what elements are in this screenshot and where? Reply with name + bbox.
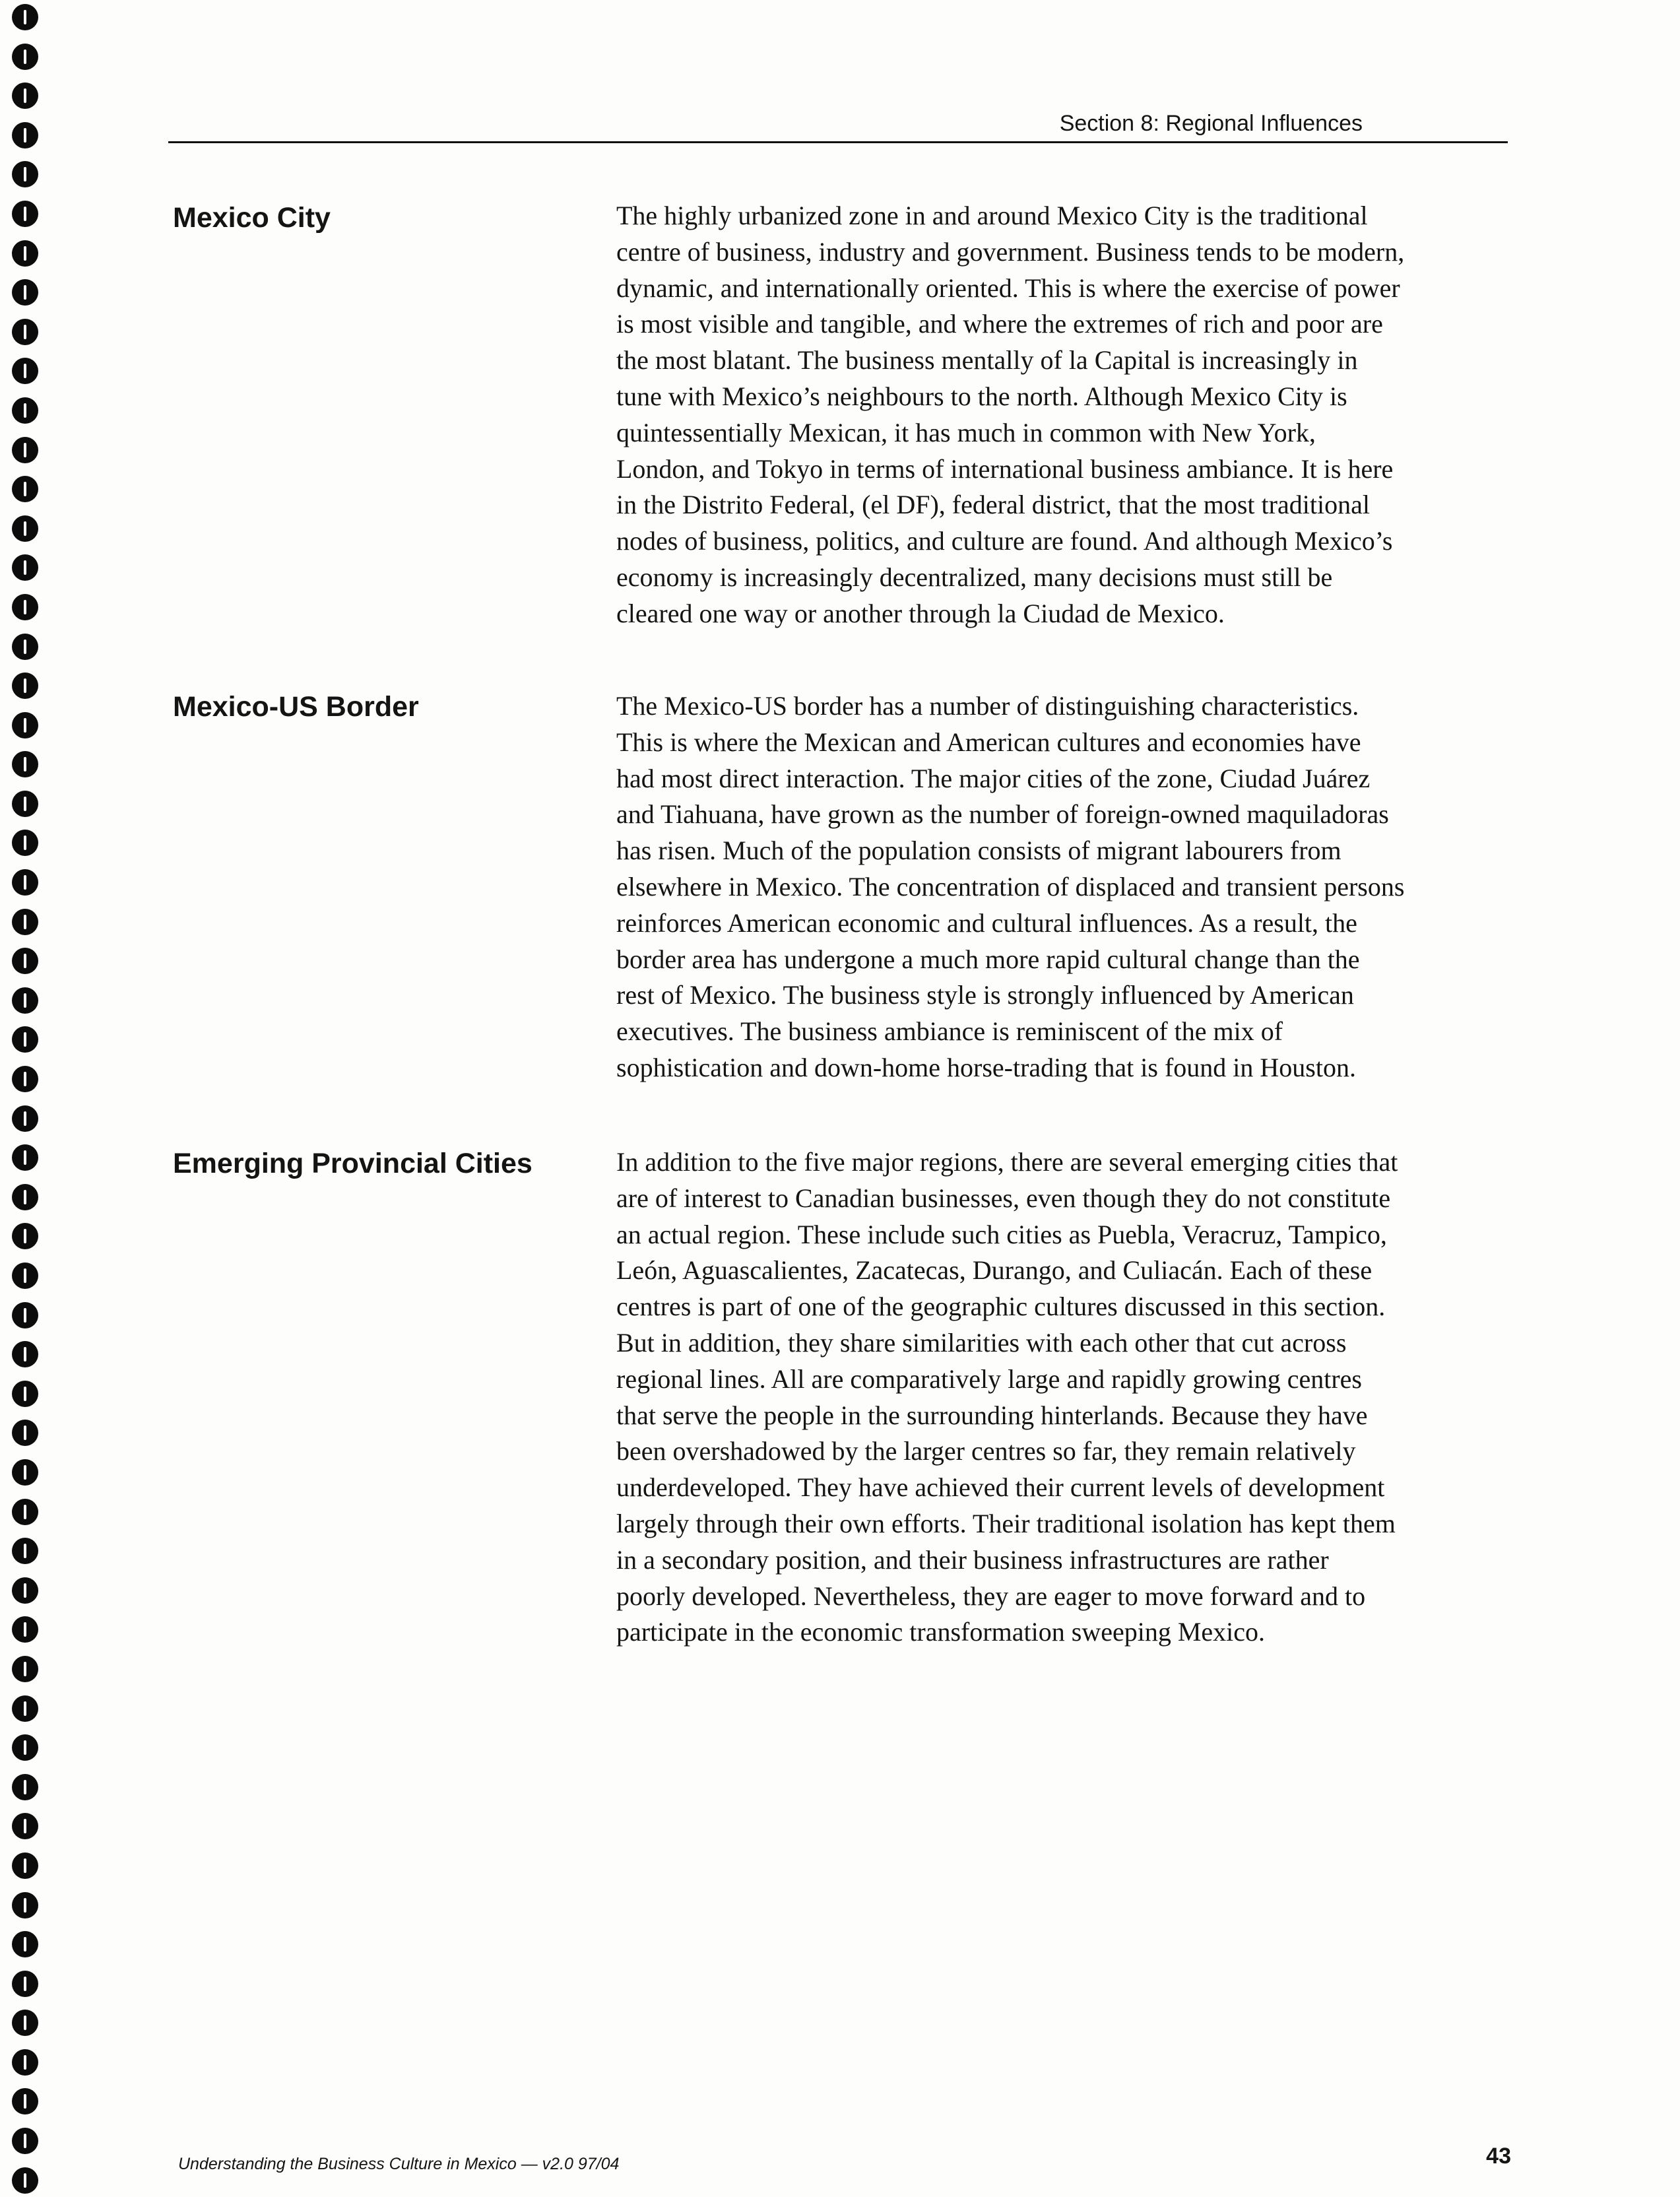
body-emerging-provincial-cities [616,1144,1514,1651]
binder-hole [12,1066,38,1092]
binder-hole [12,122,38,148]
binder-hole [12,909,38,935]
binder-hole [12,240,38,267]
binder-hole [12,1184,38,1210]
binder-hole [12,1931,38,1957]
paragraph: In addition to the five major regions, there are several emerging cities that are of interest to Canadian businesses, even though they do not constitute an actual region. These include such cities as Puebla, Veracruz, Tampico, León, Aguascalientes, Zacatecas, Durango, and Culiacán. Each of these centres is part of one of the geographic cultures discussed in this section. But in addition, they share similarities with each other that cut across regional lines. All are comparatively large and rapidly growing centres that serve the people in the surrounding hinterlands. Because they have been overshadowed by the larger centres so far, they remain relatively underdeveloped. They have achieved their current levels of development largely through their own efforts. Their traditional isolation has kept them in a secondary position, and their business infrastructures are rather poorly developed. Nevertheless, they are eager to move forward and to participate in the economic transformation sweeping Mexico. [616,1147,1398,1647]
binder-hole [12,948,38,974]
binder-hole [12,319,38,345]
binder-hole [12,830,38,856]
binder-hole [12,1381,38,1407]
binder-hole [12,1144,38,1171]
binder-hole [12,791,38,817]
binder-hole [12,2088,38,2115]
binder-hole [12,672,38,699]
binder-hole [12,44,38,70]
header-rule [168,141,1508,143]
binder-hole [12,1459,38,1486]
binder-hole [12,1774,38,1800]
binder-hole [12,1105,38,1132]
body-mexico-us-border [616,688,1514,1086]
paragraph: The highly urbanized zone in and around Mexico City is the traditional centre of business, industry and government. Business tends to be modern, dynamic, and internationally oriented. This is where the exercise of power is most visible and tangible, and where the extremes of rich and poor are the most blatant. The business mentally of la Capital is increasingly in tune with Mexico’s neighbours to the north. Although Mexico City is quintessentially Mexican, it has much in common with New York, London, and Tokyo in terms of international business ambiance. It is here in the Distrito Federal, (el DF), federal district, that the most traditional nodes of business, politics, and culture are found. And although Mexico’s economy is increasingly decentralized, many decisions must still be cleared one way or another through la Ciudad de Mexico. [616,201,1405,628]
heading-mexico-us-border: Mexico-US Border [173,691,419,723]
binder-hole [12,2049,38,2076]
binder-hole [12,869,38,896]
binder-hole [12,1262,38,1289]
binder-holes [12,4,38,2194]
binder-hole [12,82,38,109]
binder-hole [12,634,38,660]
binder-hole [12,1302,38,1328]
binder-hole [12,1695,38,1722]
binder-hole [12,2010,38,2036]
binder-hole [12,987,38,1014]
binder-hole [12,554,38,581]
body-mexico-city [616,198,1514,632]
binder-hole [12,515,38,542]
binder-hole [12,1971,38,1997]
binder-hole [12,358,38,384]
binder-hole [12,1420,38,1446]
binder-hole [12,1538,38,1564]
page-number: 43 [1486,2144,1511,2169]
footer-document-title: Understanding the Business Culture in Mexico — v2.0 97/04 [178,2155,620,2173]
heading-emerging-provincial-cities: Emerging Provincial Cities [173,1148,533,1179]
binder-hole [12,2167,38,2194]
binder-hole [12,1499,38,1525]
binder-hole [12,1223,38,1249]
section-title: Section 8: Regional Influences [1059,111,1363,136]
binder-hole [12,161,38,187]
binder-hole [12,1734,38,1761]
binder-hole [12,1616,38,1643]
binder-hole [12,397,38,424]
binder-hole [12,712,38,738]
binder-hole [12,1813,38,1839]
binder-hole [12,751,38,777]
heading-mexico-city: Mexico City [173,202,331,234]
binder-hole [12,1892,38,1918]
binder-hole [12,2128,38,2154]
binder-hole [12,279,38,306]
binder-hole [12,1341,38,1367]
binder-hole [12,1026,38,1053]
binder-hole [12,1577,38,1604]
binder-hole [12,4,38,30]
binder-hole [12,1853,38,1879]
binder-hole [12,437,38,463]
paragraph: The Mexico-US border has a number of distinguishing characteristics. This is where the Mexican and American cultures and economies have had most direct interaction. The major cities of the zone, Ciudad Juárez and Tiahuana, have grown as the number of foreign-owned maquiladoras has risen. Much of the population consists of migrant labourers from elsewhere in Mexico. The concentration of displaced and transient persons reinforces American economic and cultural influences. As a result, the border area has undergone a much more rapid cultural change than the rest of Mexico. The business style is strongly influenced by American executives. The business ambiance is reminiscent of the mix of sophistication and down-home horse-trading that is found in Houston. [616,691,1405,1082]
binder-hole [12,594,38,620]
binder-hole [12,201,38,227]
binder-hole [12,1656,38,1682]
binder-hole [12,476,38,502]
